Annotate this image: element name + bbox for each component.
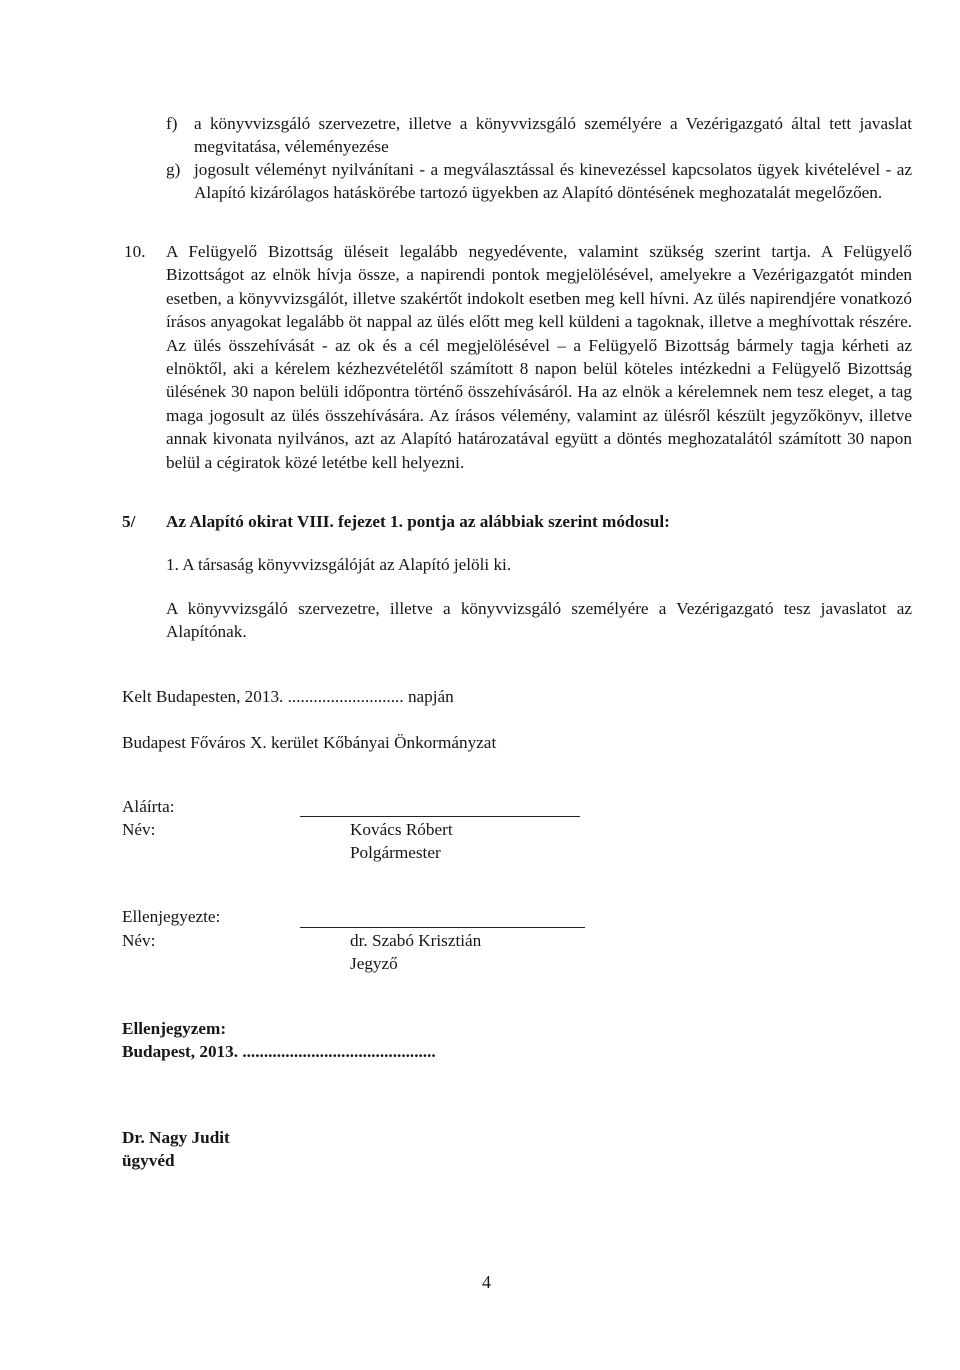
page-number: 4 bbox=[482, 1272, 491, 1292]
list-marker: f) bbox=[166, 114, 178, 133]
list-item-text: a könyvvizsgáló szervezetre, illetve a könyvvizsgáló személyére a Vezérigazgató által tett javaslat megvitatása, véleményezése bbox=[194, 114, 912, 157]
signature-line bbox=[300, 816, 580, 817]
signer-name: Kovács Róbert bbox=[350, 820, 453, 839]
signed-label: Aláírta: bbox=[122, 797, 175, 816]
paragraph-number: 10. bbox=[124, 242, 146, 261]
attorney-title: ügyvéd bbox=[122, 1151, 175, 1170]
section-point-1: 1. A társaság könyvvizsgálóját az Alapító jelöli ki. bbox=[166, 555, 512, 574]
attorney-name: Dr. Nagy Judit bbox=[122, 1128, 230, 1147]
signer-title: Jegyző bbox=[350, 954, 398, 973]
list-item-text: jogosult véleményt nyilvánítani - a megválasztással és kinevezéssel kapcsolatos ügyek kivételével - az Alapító kizárólagos hatáskörébe tartozó ügyekben az Alapító döntésének meghozatalát megelőzően. bbox=[194, 160, 912, 203]
section-paragraph: A könyvvizsgáló szervezetre, illetve a könyvvizsgáló személyére a Vezérigazgató tesz javaslatot az Alapítónak. bbox=[166, 599, 912, 642]
section-number: 5/ bbox=[122, 512, 136, 531]
attestation-heading: Ellenjegyzem: bbox=[122, 1019, 227, 1038]
name-label: Név: bbox=[122, 931, 156, 950]
organization-name: Budapest Főváros X. kerület Kőbányai Önkormányzat bbox=[122, 733, 497, 752]
paragraph-text: A Felügyelő Bizottság üléseit legalább negyedévente, valamint szükség szerint tartja. A Felügyelő Bizottságot az elnök hívja össze, a napirendi pontok megjelölésével, amelyekre a Vezérigazgatót minden esetben, a könyvvizsgálót, illetve szakértőt indokolt esetben meg kell hívni. Az ülés napirendjére vonatkozó írásos anyagokat legalább öt nappal az ülés előtt meg kell küldeni a tagoknak, illetve a meghívottak részére. Az ülés összehívását - az ok és a cél megjelölésével – a Felügyelő Bizottság bármely tagja kérheti az elnöktől, aki a kérelem kézhezvételétől számított 8 napon belül köteles intézkedni a Felügyelő Bizottság ülésének 30 napon belüli időpontra történő összehívásáról. Ha az elnök a kérelemnek nem tesz eleget, a tag maga jogosult az ülés összehívására. Az írásos vélemény, valamint az ülésről készült jegyzőkönyv, illetve annak kivonata nyilvános, azt az Alapító határozatával együtt a döntés meghozatalától számított 30 napon belül a cégiratok közé letétbe kell helyezni. bbox=[166, 242, 912, 472]
section-heading: Az Alapító okirat VIII. fejezet 1. pontja az alábbiak szerint módosul: bbox=[166, 512, 670, 531]
date-line: Kelt Budapesten, 2013. ........................... napján bbox=[122, 687, 454, 706]
list-marker: g) bbox=[166, 160, 181, 179]
signer-name: dr. Szabó Krisztián bbox=[350, 931, 482, 950]
signer-title: Polgármester bbox=[350, 843, 441, 862]
name-label: Név: bbox=[122, 820, 156, 839]
signature-line bbox=[300, 927, 585, 928]
countersigned-label: Ellenjegyezte: bbox=[122, 907, 221, 926]
attestation-place-date: Budapest, 2013. ............................................. bbox=[122, 1042, 436, 1061]
